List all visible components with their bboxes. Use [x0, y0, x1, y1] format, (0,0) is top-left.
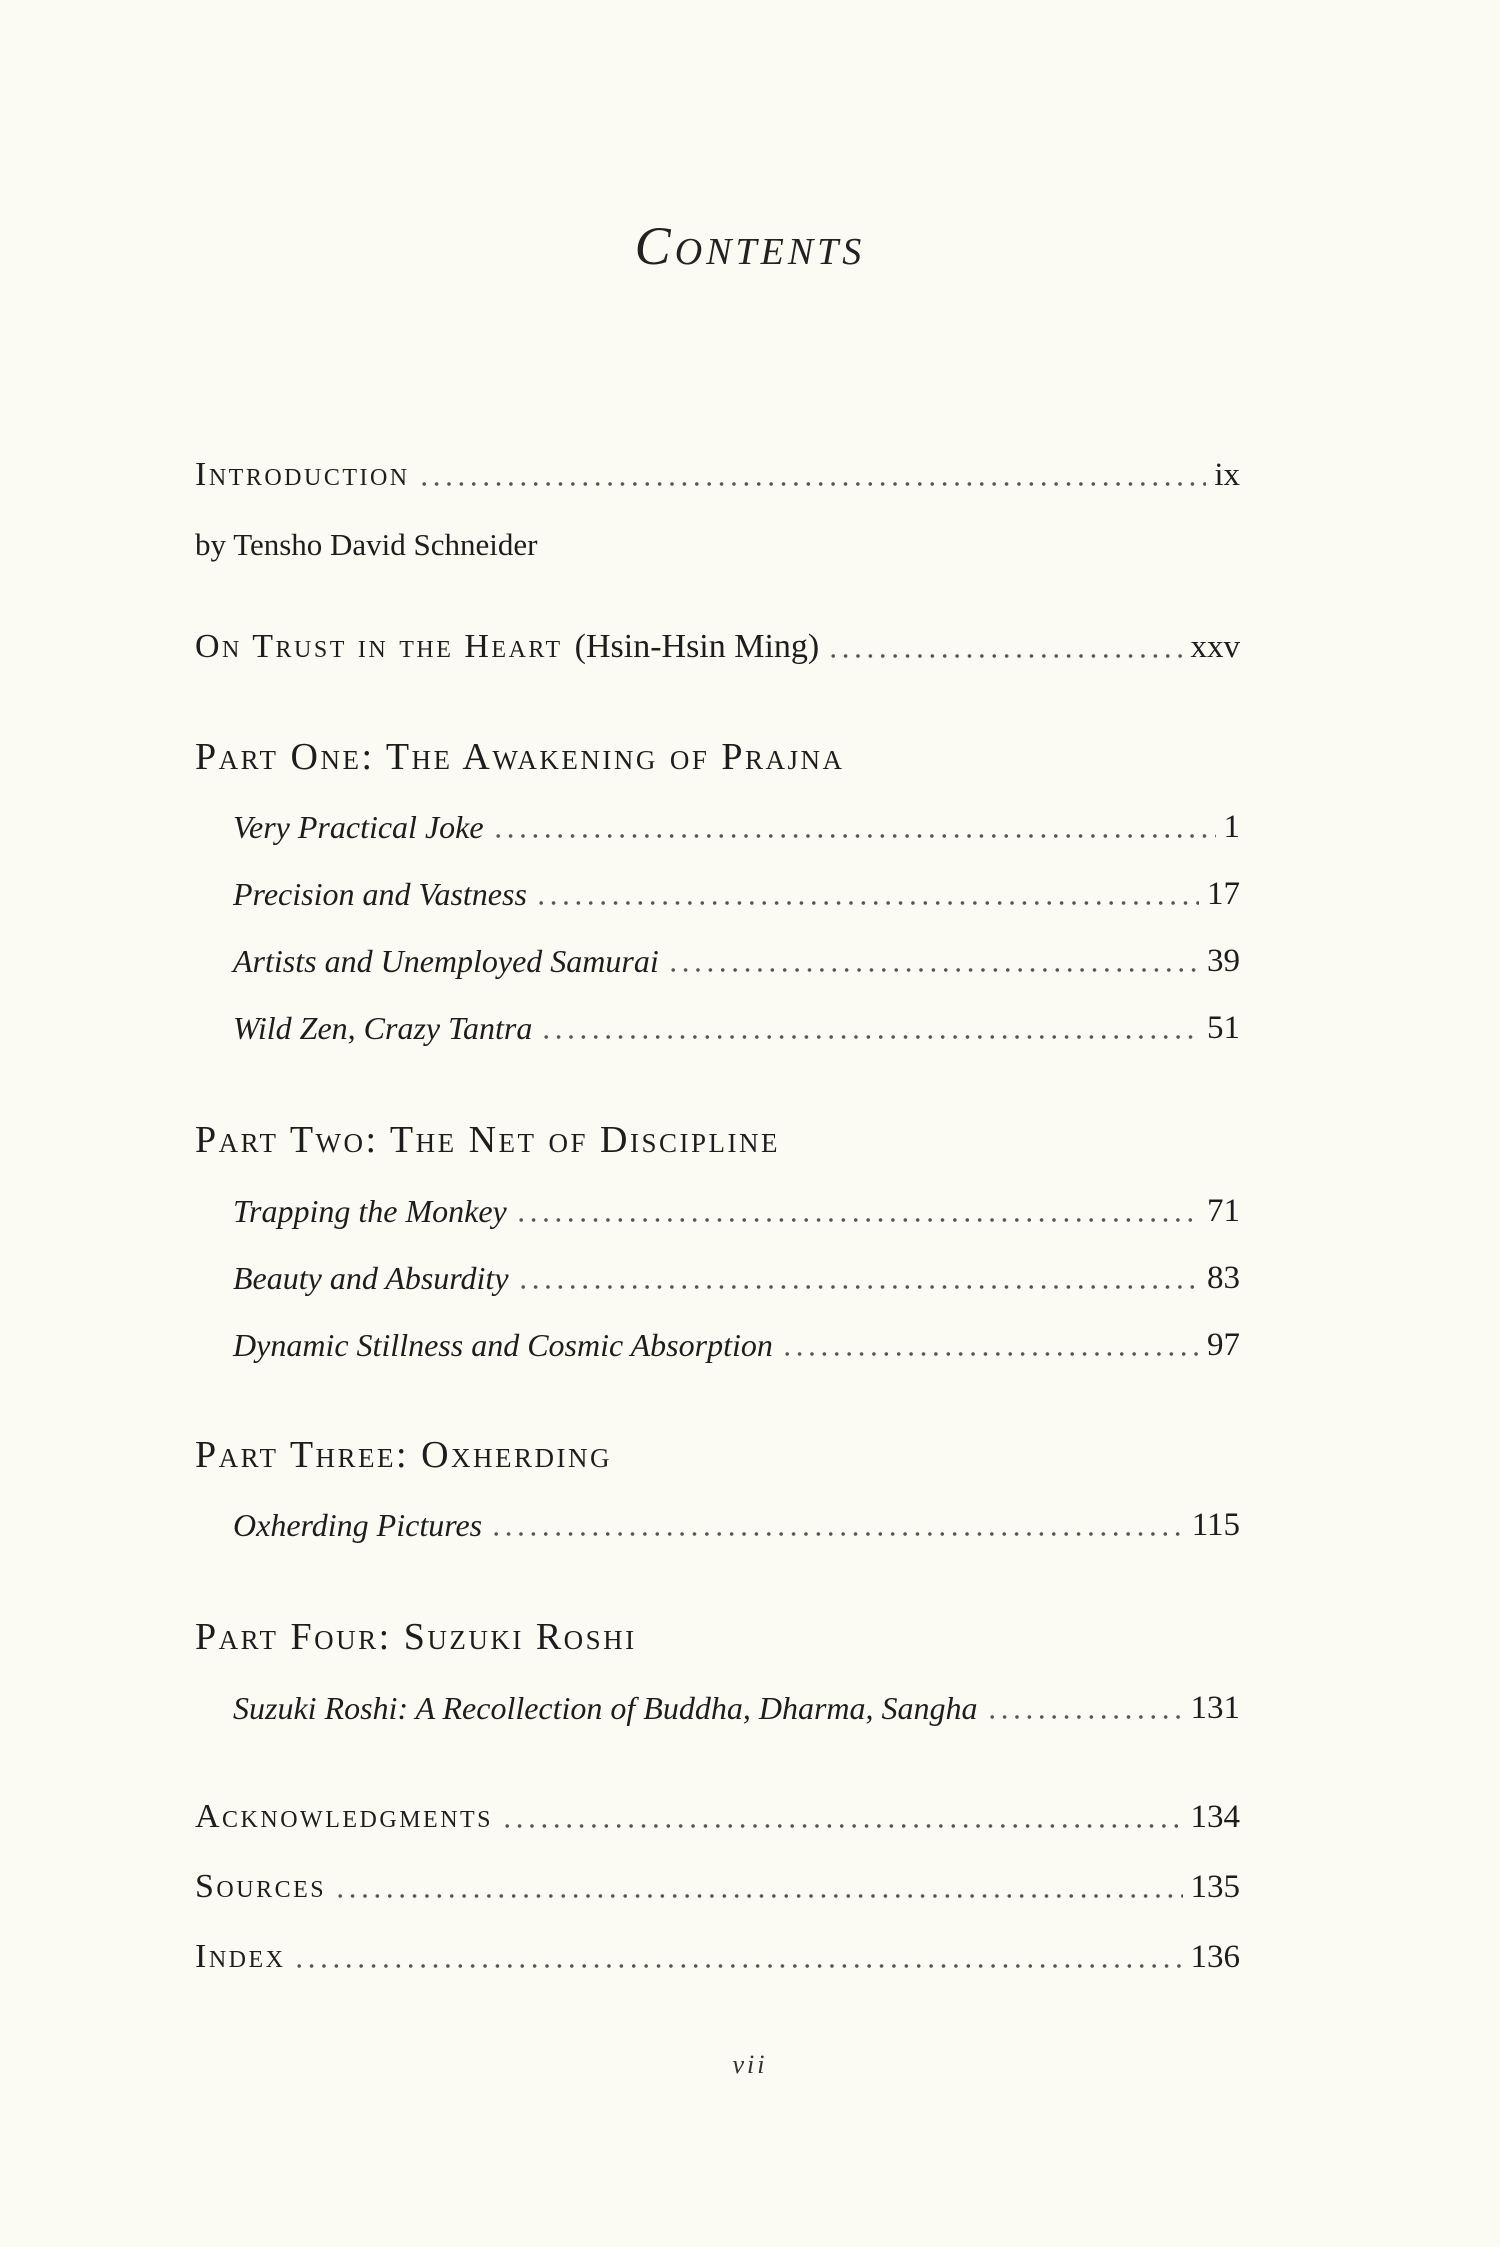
- part-heading: [195, 1115, 1240, 1165]
- toc-entry[interactable]: [233, 1253, 1240, 1303]
- toc-page-number: xxv: [1190, 629, 1240, 665]
- toc-entry-label: Sources: [195, 1868, 327, 1905]
- toc-entry[interactable]: [233, 1500, 1240, 1550]
- dot-leader: [490, 1518, 1184, 1538]
- toc-entry-label: Acknowledgments: [195, 1798, 494, 1835]
- toc-entry[interactable]: [233, 1320, 1240, 1370]
- toc-page-number: 83: [1207, 1260, 1240, 1296]
- toc-page-number: 51: [1207, 1010, 1240, 1046]
- dot-leader: [535, 887, 1199, 907]
- toc-page-number: 39: [1207, 943, 1240, 979]
- toc-entry[interactable]: [233, 1683, 1240, 1733]
- toc-byline: [195, 520, 1240, 570]
- toc-entry-title: Suzuki Roshi: A Recollection of Buddha, Dharma, Sangha: [233, 1690, 978, 1726]
- dot-leader: [492, 820, 1216, 840]
- dot-leader: [986, 1701, 1183, 1721]
- toc-entry-subtitle: (Hsin-Hsin Ming): [574, 628, 820, 665]
- toc-entry-title: Very Practical Joke: [233, 809, 484, 845]
- dot-leader: [418, 468, 1207, 488]
- part-four-heading: Part Four: Suzuki Roshi: [195, 1616, 637, 1658]
- toc-entry-title: Oxherding Pictures: [233, 1507, 483, 1543]
- dot-leader: [501, 1810, 1182, 1830]
- part-one-heading: Part One: The Awakening of Prajna: [195, 736, 845, 778]
- dot-leader: [293, 1950, 1182, 1970]
- toc-entry[interactable]: [233, 1003, 1240, 1053]
- toc-page-number: 134: [1190, 1799, 1240, 1835]
- dot-leader: [540, 1021, 1199, 1041]
- toc-page-number: ix: [1214, 457, 1240, 493]
- toc-page-number: 131: [1190, 1690, 1240, 1726]
- dot-leader: [515, 1204, 1199, 1224]
- toc-entry-trust[interactable]: [195, 622, 1240, 672]
- part-heading: [195, 1430, 1240, 1480]
- toc-entry-title: Beauty and Absurdity: [233, 1260, 509, 1296]
- toc-entry-title: Artists and Unemployed Samurai: [233, 943, 659, 979]
- toc-entry-label: On Trust in the Heart: [195, 628, 563, 665]
- toc-entry[interactable]: [233, 802, 1240, 852]
- toc-page-number: 97: [1207, 1327, 1240, 1363]
- toc-page-number: 1: [1223, 809, 1240, 845]
- toc-entry-title: Wild Zen, Crazy Tantra: [233, 1010, 533, 1046]
- toc-entry-label: Introduction: [195, 456, 410, 493]
- dot-leader: [334, 1880, 1182, 1900]
- part-three-heading: Part Three: Oxherding: [195, 1434, 613, 1476]
- toc-page-number: 71: [1207, 1193, 1240, 1229]
- toc-entry-label: Index: [195, 1938, 286, 1975]
- toc-entry-index[interactable]: [195, 1932, 1240, 1982]
- part-heading: [195, 732, 1240, 782]
- part-heading: [195, 1612, 1240, 1662]
- toc-entry-title: Precision and Vastness: [233, 876, 527, 912]
- introduction-byline: by Tensho David Schneider: [195, 527, 538, 562]
- page-title: Contents: [634, 216, 866, 276]
- page-folio: vii: [732, 2050, 768, 2079]
- toc-page-number: 135: [1190, 1869, 1240, 1905]
- toc-page-number: 136: [1190, 1939, 1240, 1975]
- dot-leader: [781, 1338, 1199, 1358]
- toc-page-number: 17: [1207, 876, 1240, 912]
- toc-entry[interactable]: [233, 936, 1240, 986]
- toc-entry[interactable]: [233, 869, 1240, 919]
- toc-entry-acknowledgments[interactable]: [195, 1792, 1240, 1842]
- toc-entry-introduction[interactable]: [195, 450, 1240, 500]
- dot-leader: [517, 1271, 1199, 1291]
- toc-entry-title: Dynamic Stillness and Cosmic Absorption: [233, 1327, 773, 1363]
- dot-leader: [827, 640, 1182, 660]
- toc-entry-sources[interactable]: [195, 1862, 1240, 1912]
- toc-page-number: 115: [1191, 1507, 1240, 1543]
- toc-entry[interactable]: [233, 1186, 1240, 1236]
- dot-leader: [667, 954, 1199, 974]
- part-two-heading: Part Two: The Net of Discipline: [195, 1119, 780, 1161]
- toc-entry-title: Trapping the Monkey: [233, 1193, 507, 1229]
